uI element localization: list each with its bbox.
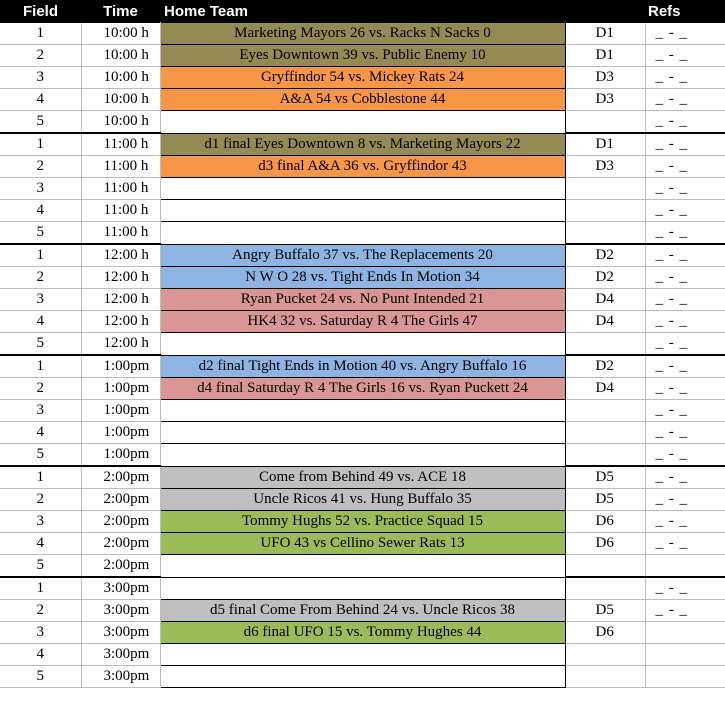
division-cell — [565, 422, 645, 444]
division-cell — [565, 666, 645, 688]
field-cell: 5 — [0, 333, 81, 356]
field-cell: 2 — [0, 156, 81, 178]
refs-cell: _ - _ — [645, 89, 725, 111]
time-cell: 12:00 h — [81, 311, 160, 333]
table-row — [0, 622, 725, 644]
field-cell: 3 — [0, 400, 81, 422]
field-cell: 4 — [0, 422, 81, 444]
division-cell: D5 — [565, 600, 645, 622]
time-cell: 1:00pm — [81, 355, 160, 378]
table-row — [0, 222, 725, 245]
table-row — [0, 311, 725, 333]
refs-cell: _ - _ — [645, 511, 725, 533]
time-cell: 3:00pm — [81, 600, 160, 622]
division-cell — [565, 400, 645, 422]
refs-cell: _ - _ — [645, 244, 725, 267]
field-cell: 2 — [0, 600, 81, 622]
time-cell: 1:00pm — [81, 422, 160, 444]
table-row — [0, 533, 725, 555]
table-row — [0, 333, 725, 356]
field-cell: 1 — [0, 355, 81, 378]
division-cell: D6 — [565, 622, 645, 644]
refs-cell — [645, 644, 725, 666]
time-cell: 11:00 h — [81, 222, 160, 245]
table-row — [0, 466, 725, 489]
game-cell: HK4 32 vs. Saturday R 4 The Girls 47 — [160, 311, 565, 333]
division-cell — [565, 444, 645, 467]
table-row — [0, 355, 725, 378]
field-cell: 5 — [0, 555, 81, 578]
game-cell: Come from Behind 49 vs. ACE 18 — [160, 466, 565, 489]
game-cell — [160, 222, 565, 245]
game-cell: Uncle Ricos 41 vs. Hung Buffalo 35 — [160, 489, 565, 511]
field-cell: 4 — [0, 533, 81, 555]
division-cell — [565, 111, 645, 134]
refs-cell: _ - _ — [645, 67, 725, 89]
refs-cell: _ - _ — [645, 111, 725, 134]
table-row — [0, 133, 725, 156]
time-cell: 11:00 h — [81, 133, 160, 156]
field-cell: 1 — [0, 466, 81, 489]
time-cell: 3:00pm — [81, 644, 160, 666]
division-cell: D3 — [565, 89, 645, 111]
field-cell: 1 — [0, 244, 81, 267]
field-cell: 4 — [0, 200, 81, 222]
table-row — [0, 289, 725, 311]
time-cell: 11:00 h — [81, 156, 160, 178]
game-cell: Angry Buffalo 37 vs. The Replacements 20 — [160, 244, 565, 267]
division-cell — [565, 577, 645, 600]
game-cell — [160, 644, 565, 666]
time-cell: 10:00 h — [81, 45, 160, 67]
game-cell: Ryan Pucket 24 vs. No Punt Intended 21 — [160, 289, 565, 311]
table-row — [0, 267, 725, 289]
game-cell: d4 final Saturday R 4 The Girls 16 vs. Ryan Puckett 24 — [160, 378, 565, 400]
refs-cell: _ - _ — [645, 378, 725, 400]
refs-cell: _ - _ — [645, 267, 725, 289]
schedule-body — [0, 23, 725, 688]
game-cell: Marketing Mayors 26 vs. Racks N Sacks 0 — [160, 23, 565, 45]
table-row — [0, 378, 725, 400]
time-cell: 10:00 h — [81, 111, 160, 134]
field-cell: 2 — [0, 489, 81, 511]
field-cell: 4 — [0, 644, 81, 666]
time-cell: 1:00pm — [81, 400, 160, 422]
game-cell: d6 final UFO 15 vs. Tommy Hughes 44 — [160, 622, 565, 644]
field-cell: 4 — [0, 311, 81, 333]
division-cell — [565, 644, 645, 666]
refs-cell: _ - _ — [645, 156, 725, 178]
refs-cell — [645, 666, 725, 688]
time-cell: 12:00 h — [81, 267, 160, 289]
table-row — [0, 511, 725, 533]
division-cell: D1 — [565, 45, 645, 67]
time-cell: 3:00pm — [81, 622, 160, 644]
game-cell: UFO 43 vs Cellino Sewer Rats 13 — [160, 533, 565, 555]
refs-cell: _ - _ — [645, 23, 725, 45]
game-cell: N W O 28 vs. Tight Ends In Motion 34 — [160, 267, 565, 289]
refs-cell: _ - _ — [645, 222, 725, 245]
time-cell: 10:00 h — [81, 23, 160, 45]
refs-cell: _ - _ — [645, 444, 725, 467]
field-cell: 2 — [0, 267, 81, 289]
table-row — [0, 400, 725, 422]
time-cell: 10:00 h — [81, 67, 160, 89]
header-field: Field — [0, 0, 81, 23]
division-cell: D3 — [565, 156, 645, 178]
refs-cell: _ - _ — [645, 577, 725, 600]
division-cell — [565, 200, 645, 222]
field-cell: 3 — [0, 511, 81, 533]
header-time: Time — [81, 0, 160, 23]
field-cell: 5 — [0, 222, 81, 245]
field-cell: 1 — [0, 577, 81, 600]
time-cell: 2:00pm — [81, 533, 160, 555]
header-home-team: Home Team — [160, 0, 565, 23]
division-cell: D6 — [565, 533, 645, 555]
division-cell: D4 — [565, 289, 645, 311]
refs-cell: _ - _ — [645, 466, 725, 489]
header-division — [565, 0, 645, 23]
field-cell: 3 — [0, 289, 81, 311]
table-row — [0, 489, 725, 511]
game-cell: d5 final Come From Behind 24 vs. Uncle Ricos 38 — [160, 600, 565, 622]
game-cell: d1 final Eyes Downtown 8 vs. Marketing Mayors 22 — [160, 133, 565, 156]
field-cell: 4 — [0, 89, 81, 111]
division-cell: D2 — [565, 267, 645, 289]
game-cell: Tommy Hughs 52 vs. Practice Squad 15 — [160, 511, 565, 533]
header-row — [0, 0, 725, 23]
division-cell: D1 — [565, 23, 645, 45]
table-row — [0, 644, 725, 666]
time-cell: 2:00pm — [81, 489, 160, 511]
field-cell: 1 — [0, 23, 81, 45]
game-cell — [160, 111, 565, 134]
game-cell — [160, 422, 565, 444]
refs-cell: _ - _ — [645, 333, 725, 356]
division-cell — [565, 178, 645, 200]
refs-cell: _ - _ — [645, 422, 725, 444]
division-cell: D6 — [565, 511, 645, 533]
game-cell — [160, 444, 565, 467]
table-row — [0, 244, 725, 267]
table-row — [0, 23, 725, 45]
game-cell: Gryffindor 54 vs. Mickey Rats 24 — [160, 67, 565, 89]
table-row — [0, 666, 725, 688]
division-cell: D5 — [565, 489, 645, 511]
game-cell — [160, 200, 565, 222]
time-cell: 1:00pm — [81, 378, 160, 400]
field-cell: 5 — [0, 111, 81, 134]
time-cell: 12:00 h — [81, 333, 160, 356]
game-cell — [160, 577, 565, 600]
refs-cell: _ - _ — [645, 133, 725, 156]
refs-cell — [645, 555, 725, 578]
table-row — [0, 111, 725, 134]
time-cell: 10:00 h — [81, 89, 160, 111]
game-cell — [160, 555, 565, 578]
refs-cell: _ - _ — [645, 489, 725, 511]
time-cell: 11:00 h — [81, 200, 160, 222]
refs-cell: _ - _ — [645, 355, 725, 378]
game-cell — [160, 178, 565, 200]
table-row — [0, 422, 725, 444]
division-cell — [565, 555, 645, 578]
time-cell: 2:00pm — [81, 466, 160, 489]
field-cell: 3 — [0, 67, 81, 89]
game-cell — [160, 400, 565, 422]
division-cell — [565, 222, 645, 245]
game-cell — [160, 333, 565, 356]
game-cell — [160, 666, 565, 688]
division-cell: D5 — [565, 466, 645, 489]
field-cell: 5 — [0, 444, 81, 467]
table-row — [0, 67, 725, 89]
table-row — [0, 200, 725, 222]
field-cell: 5 — [0, 666, 81, 688]
field-cell: 2 — [0, 45, 81, 67]
time-cell: 2:00pm — [81, 511, 160, 533]
division-cell: D4 — [565, 311, 645, 333]
refs-cell: _ - _ — [645, 178, 725, 200]
table-row — [0, 178, 725, 200]
table-row — [0, 444, 725, 467]
refs-cell: _ - _ — [645, 289, 725, 311]
division-cell — [565, 333, 645, 356]
time-cell: 2:00pm — [81, 555, 160, 578]
field-cell: 2 — [0, 378, 81, 400]
refs-cell: _ - _ — [645, 600, 725, 622]
table-row — [0, 600, 725, 622]
time-cell: 11:00 h — [81, 178, 160, 200]
game-cell: d2 final Tight Ends in Motion 40 vs. Angry Buffalo 16 — [160, 355, 565, 378]
game-cell: A&A 54 vs Cobblestone 44 — [160, 89, 565, 111]
division-cell: D2 — [565, 244, 645, 267]
game-cell: d3 final A&A 36 vs. Gryffindor 43 — [160, 156, 565, 178]
time-cell: 3:00pm — [81, 577, 160, 600]
division-cell: D2 — [565, 355, 645, 378]
refs-cell: _ - _ — [645, 400, 725, 422]
time-cell: 12:00 h — [81, 289, 160, 311]
game-cell: Eyes Downtown 39 vs. Public Enemy 10 — [160, 45, 565, 67]
division-cell: D4 — [565, 378, 645, 400]
time-cell: 3:00pm — [81, 666, 160, 688]
refs-cell — [645, 622, 725, 644]
table-row — [0, 555, 725, 578]
header-refs: Refs — [645, 0, 725, 23]
table-row — [0, 156, 725, 178]
refs-cell: _ - _ — [645, 311, 725, 333]
field-cell: 3 — [0, 178, 81, 200]
division-cell: D3 — [565, 67, 645, 89]
time-cell: 1:00pm — [81, 444, 160, 467]
field-cell: 1 — [0, 133, 81, 156]
table-row — [0, 89, 725, 111]
table-row — [0, 577, 725, 600]
refs-cell: _ - _ — [645, 533, 725, 555]
division-cell: D1 — [565, 133, 645, 156]
time-cell: 12:00 h — [81, 244, 160, 267]
refs-cell: _ - _ — [645, 45, 725, 67]
table-row — [0, 45, 725, 67]
refs-cell: _ - _ — [645, 200, 725, 222]
field-cell: 3 — [0, 622, 81, 644]
